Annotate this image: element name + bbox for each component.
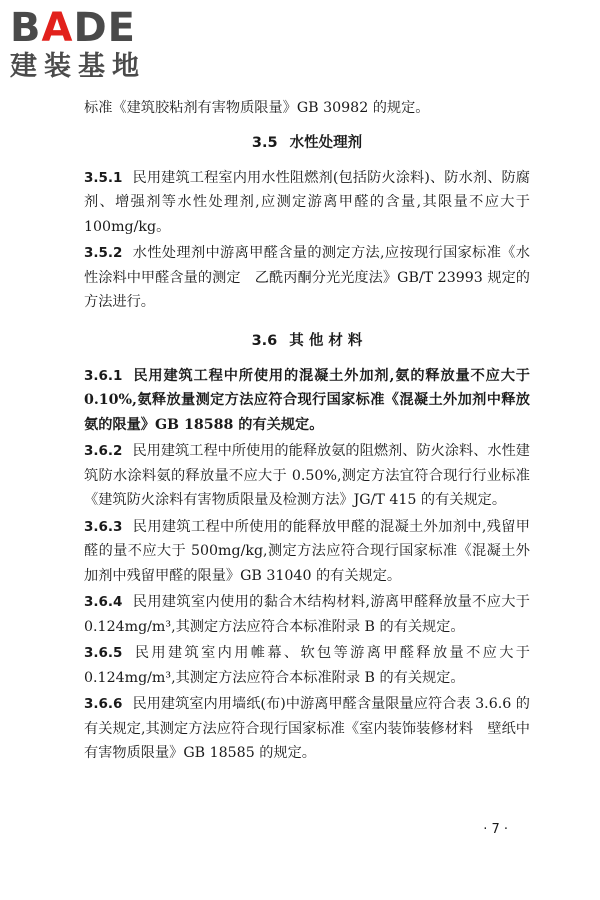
logo-letter-a: A [41, 5, 74, 51]
clause-number: 3.6.1 [84, 367, 123, 384]
clause-number: 3.6.5 [84, 645, 123, 661]
clause-text: 民用建筑工程中所使用的能释放甲醛的混凝土外加剂中,残留甲醛的量不应大于 500mg/kg,测定方法应符合现行国家标准《混凝土外加剂中残留甲醛的限量》GB 31040 的有关规定。 [84, 518, 530, 584]
section-number: 3.6 [251, 332, 278, 349]
clause-3-6-1 [84, 364, 530, 438]
clause-number: 3.6.6 [84, 696, 123, 712]
clause-3-6-3 [84, 515, 530, 589]
bade-logo [10, 6, 175, 84]
intro-paragraph: 标准《建筑胶粘剂有害物质限量》GB 30982 的规定。 [84, 100, 430, 116]
clause-text: 民用建筑室内用墙纸(布)中游离甲醛含量限量应符合表 3.6.6 的有关规定,其测定方法应符合现行国家标准《室内装饰装修材料 壁纸中有害物质限量》GB 18585 的规定。 [84, 696, 530, 761]
section-number: 3.5 [251, 134, 278, 151]
document-body [84, 96, 530, 768]
clause-text: 民用建筑室内用帷幕、软包等游离甲醛释放量不应大于 0.124mg/m³,其测定方法应符合本标准附录 B 的有关规定。 [84, 645, 530, 686]
page-number: · 7 · [483, 822, 508, 837]
clause-3-6-6 [84, 692, 530, 766]
clause-text: 水性处理剂中游离甲醛含量的测定方法,应按现行国家标准《水性涂料中甲醛含量的测定 乙酰丙酮分光光度法》GB/T 23993 规定的方法进行。 [84, 245, 530, 310]
clause-3-6-5 [84, 641, 530, 690]
clause-text: 民用建筑工程室内用水性阻燃剂(包括防火涂料)、防水剂、防腐剂、增强剂等水性处理剂,应测定游离甲醛的含量,其限量不应大于 100mg/kg。 [84, 169, 530, 235]
section-heading-3-6 [84, 329, 530, 350]
clause-number: 3.5.1 [84, 169, 123, 186]
clause-text: 民用建筑工程中所使用的混凝土外加剂,氨的释放量不应大于 0.10%,氨释放量测定方法应符合现行国家标准《混凝土外加剂中释放氨的限量》GB 18588 的有关规定。 [84, 367, 530, 433]
logo-subtitle: 建装基地 [10, 51, 146, 82]
clause-3-6-4 [84, 590, 530, 639]
section-title: 其 他 材 料 [289, 331, 363, 349]
clause-number: 3.6.2 [84, 443, 123, 459]
clause-3-5-1 [84, 166, 530, 240]
clause-number: 3.5.2 [84, 245, 123, 261]
clause-number: 3.6.3 [84, 518, 123, 535]
logo-mark [10, 6, 175, 50]
clause-3-6-2 [84, 439, 530, 513]
section-title: 水性处理剂 [289, 133, 363, 151]
logo-letter-b: B [10, 5, 42, 51]
section-heading-3-5 [84, 131, 530, 152]
logo-letters-de: DE [73, 5, 136, 51]
clause-text: 民用建筑工程中所使用的能释放氨的阻燃剂、防火涂料、水性建筑防水涂料氨的释放量不应大于 0.50%,测定方法宜符合现行行业标准《建筑防火涂料有害物质限量及检测方法》JG/T 415 的有关规定。 [84, 443, 530, 508]
clause-3-5-2 [84, 241, 530, 315]
clause-text: 民用建筑室内使用的黏合木结构材料,游离甲醛释放量不应大于 0.124mg/m³,其测定方法应符合本标准附录 B 的有关规定。 [84, 594, 530, 635]
clause-number: 3.6.4 [84, 594, 123, 610]
